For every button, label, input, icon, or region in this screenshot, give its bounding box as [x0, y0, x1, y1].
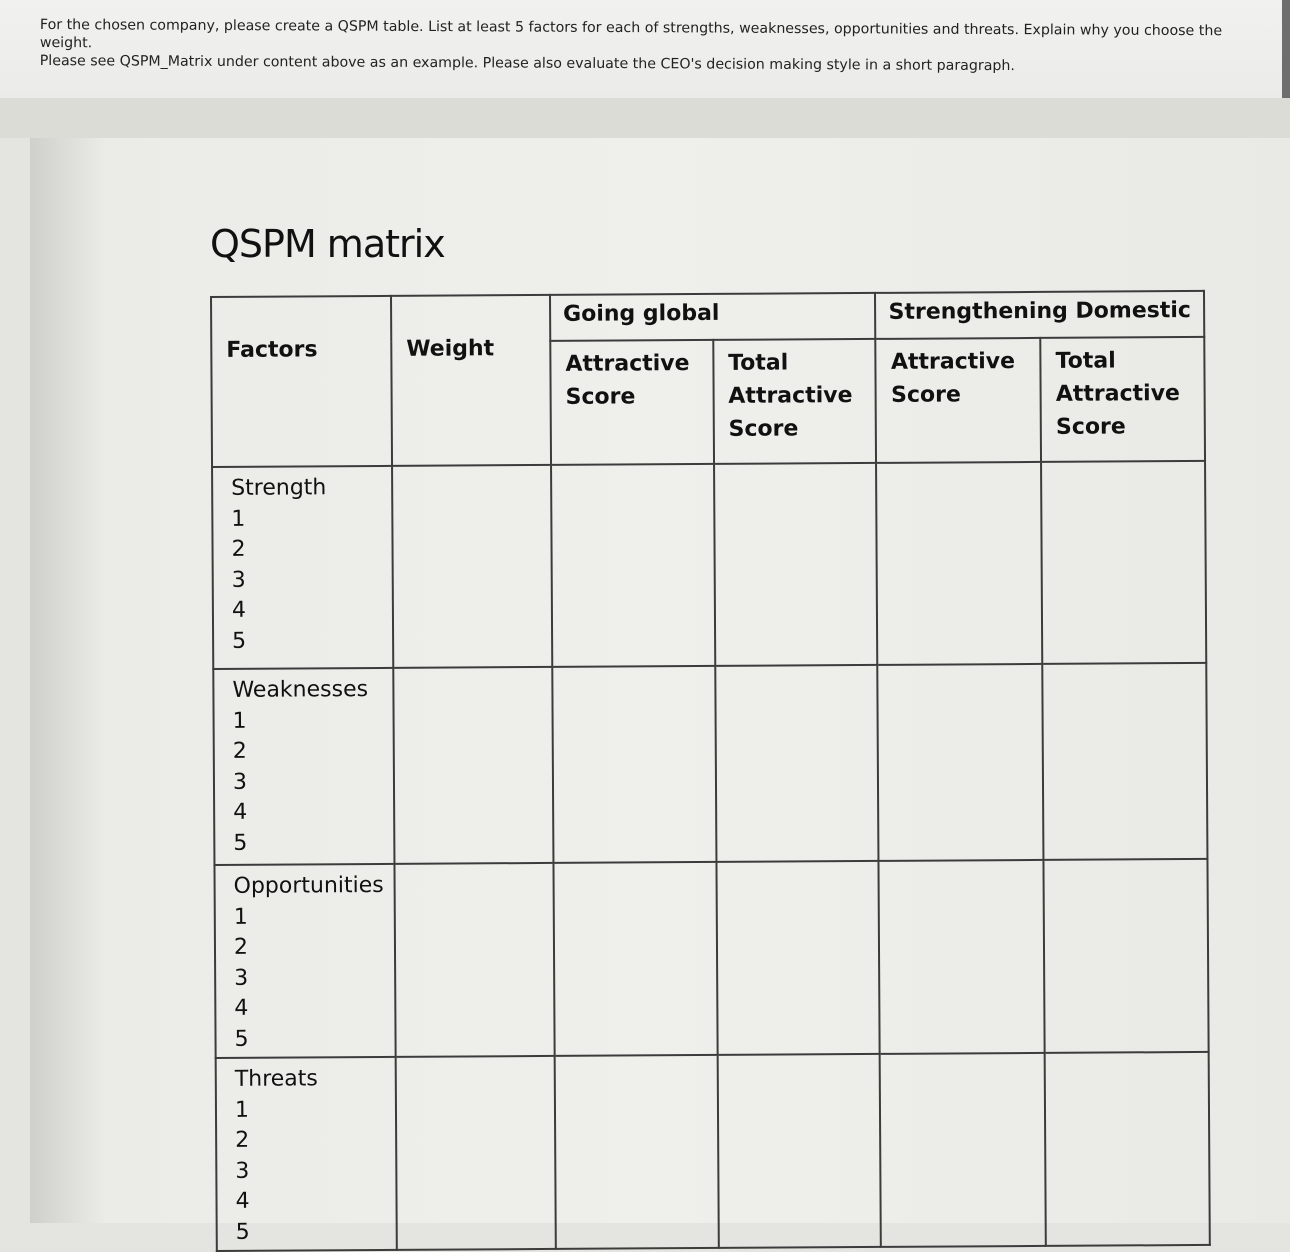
- factor-number: 1: [232, 708, 247, 734]
- factor-number: 4: [234, 995, 249, 1021]
- section-title-opportunities: Opportunities: [233, 872, 384, 899]
- weight-header: Weight: [391, 295, 551, 466]
- strength-global-as-cell: [551, 464, 715, 667]
- going-global-total-attractive-score-header: Total Attractive Score: [713, 339, 877, 464]
- weaknesses-domestic-tas-cell: [1042, 663, 1207, 860]
- strategy-strengthening-domestic-header: Strengthening Domestic: [875, 291, 1204, 339]
- weaknesses-global-tas-cell: [715, 665, 879, 862]
- factor-number: 5: [232, 628, 247, 654]
- strength-factors-cell: [212, 466, 393, 669]
- threats-global-tas-cell: [717, 1054, 881, 1248]
- opportunities-weight-cell: [394, 863, 554, 1057]
- weaknesses-weight-cell: [393, 667, 553, 864]
- opportunities-factors-cell: [214, 864, 395, 1058]
- factor-number: 2: [231, 536, 246, 562]
- factor-number: 4: [235, 1188, 250, 1214]
- section-title-strength: Strength: [231, 475, 327, 501]
- section-row-weaknesses: [213, 663, 1207, 865]
- instructions-line-2: Please see QSPM_Matrix under content above as an example. Please also evaluate the CEO's decision making style in a short paragraph.: [39, 52, 1015, 75]
- factor-number: 1: [231, 506, 246, 532]
- factors-header: Factors: [211, 296, 392, 467]
- domestic-total-attractive-score-header: Total Attractive Score: [1040, 337, 1205, 462]
- threats-weight-cell: [396, 1056, 556, 1250]
- opportunities-domestic-as-cell: [879, 860, 1045, 1054]
- factor-number: 3: [231, 567, 246, 593]
- factor-number: 3: [232, 769, 248, 795]
- threats-factors-cell: [216, 1057, 397, 1251]
- section-row-threats: [216, 1052, 1210, 1251]
- strategy-going-global-header: Going global: [550, 293, 876, 341]
- strength-global-tas-cell: [714, 463, 878, 666]
- factor-number: 5: [235, 1219, 250, 1245]
- factor-number: 4: [231, 597, 246, 623]
- instructions-line-1: For the chosen company, please create a QSPM table. List at least 5 factors for each of strengths, weaknesses, opportunities and threats. Explain why you choose the weight.: [39, 16, 1223, 52]
- factor-number: 1: [233, 904, 248, 930]
- domestic-attractive-score-header: Attractive Score: [876, 338, 1041, 463]
- threats-global-as-cell: [555, 1055, 719, 1249]
- instructions-text: [40, 16, 1260, 76]
- factor-number: 5: [234, 1026, 249, 1052]
- factor-number: 2: [235, 1127, 250, 1153]
- strength-domestic-tas-cell: [1041, 461, 1206, 664]
- opportunities-global-as-cell: [553, 862, 717, 1056]
- header-group-row: [211, 291, 1204, 343]
- opportunities-domestic-tas-cell: [1044, 859, 1209, 1053]
- factor-number: 4: [233, 799, 248, 825]
- document-title: QSPM matrix: [210, 222, 445, 266]
- threats-domestic-tas-cell: [1045, 1052, 1210, 1246]
- factor-number: 1: [234, 1097, 250, 1123]
- divider-strip: [0, 98, 1290, 138]
- strength-weight-cell: [392, 465, 552, 668]
- factor-number: 3: [235, 1158, 250, 1184]
- factor-number: 3: [234, 965, 249, 991]
- threats-domestic-as-cell: [880, 1053, 1046, 1247]
- weaknesses-global-as-cell: [552, 666, 716, 863]
- section-row-strength: [212, 461, 1206, 669]
- section-title-threats: Threats: [234, 1066, 318, 1092]
- factor-number: 2: [233, 934, 249, 960]
- assignment-instructions: [0, 0, 1290, 98]
- going-global-attractive-score-header: Attractive Score: [550, 340, 714, 465]
- weaknesses-factors-cell: [213, 668, 394, 865]
- strength-domestic-as-cell: [877, 462, 1043, 665]
- section-row-opportunities: [214, 859, 1208, 1058]
- weaknesses-domestic-as-cell: [878, 664, 1044, 861]
- section-title-weaknesses: Weaknesses: [232, 677, 369, 703]
- opportunities-global-tas-cell: [716, 861, 880, 1055]
- factor-number: 5: [233, 830, 248, 856]
- factor-number: 2: [232, 738, 247, 764]
- qspm-table: [210, 290, 1211, 1252]
